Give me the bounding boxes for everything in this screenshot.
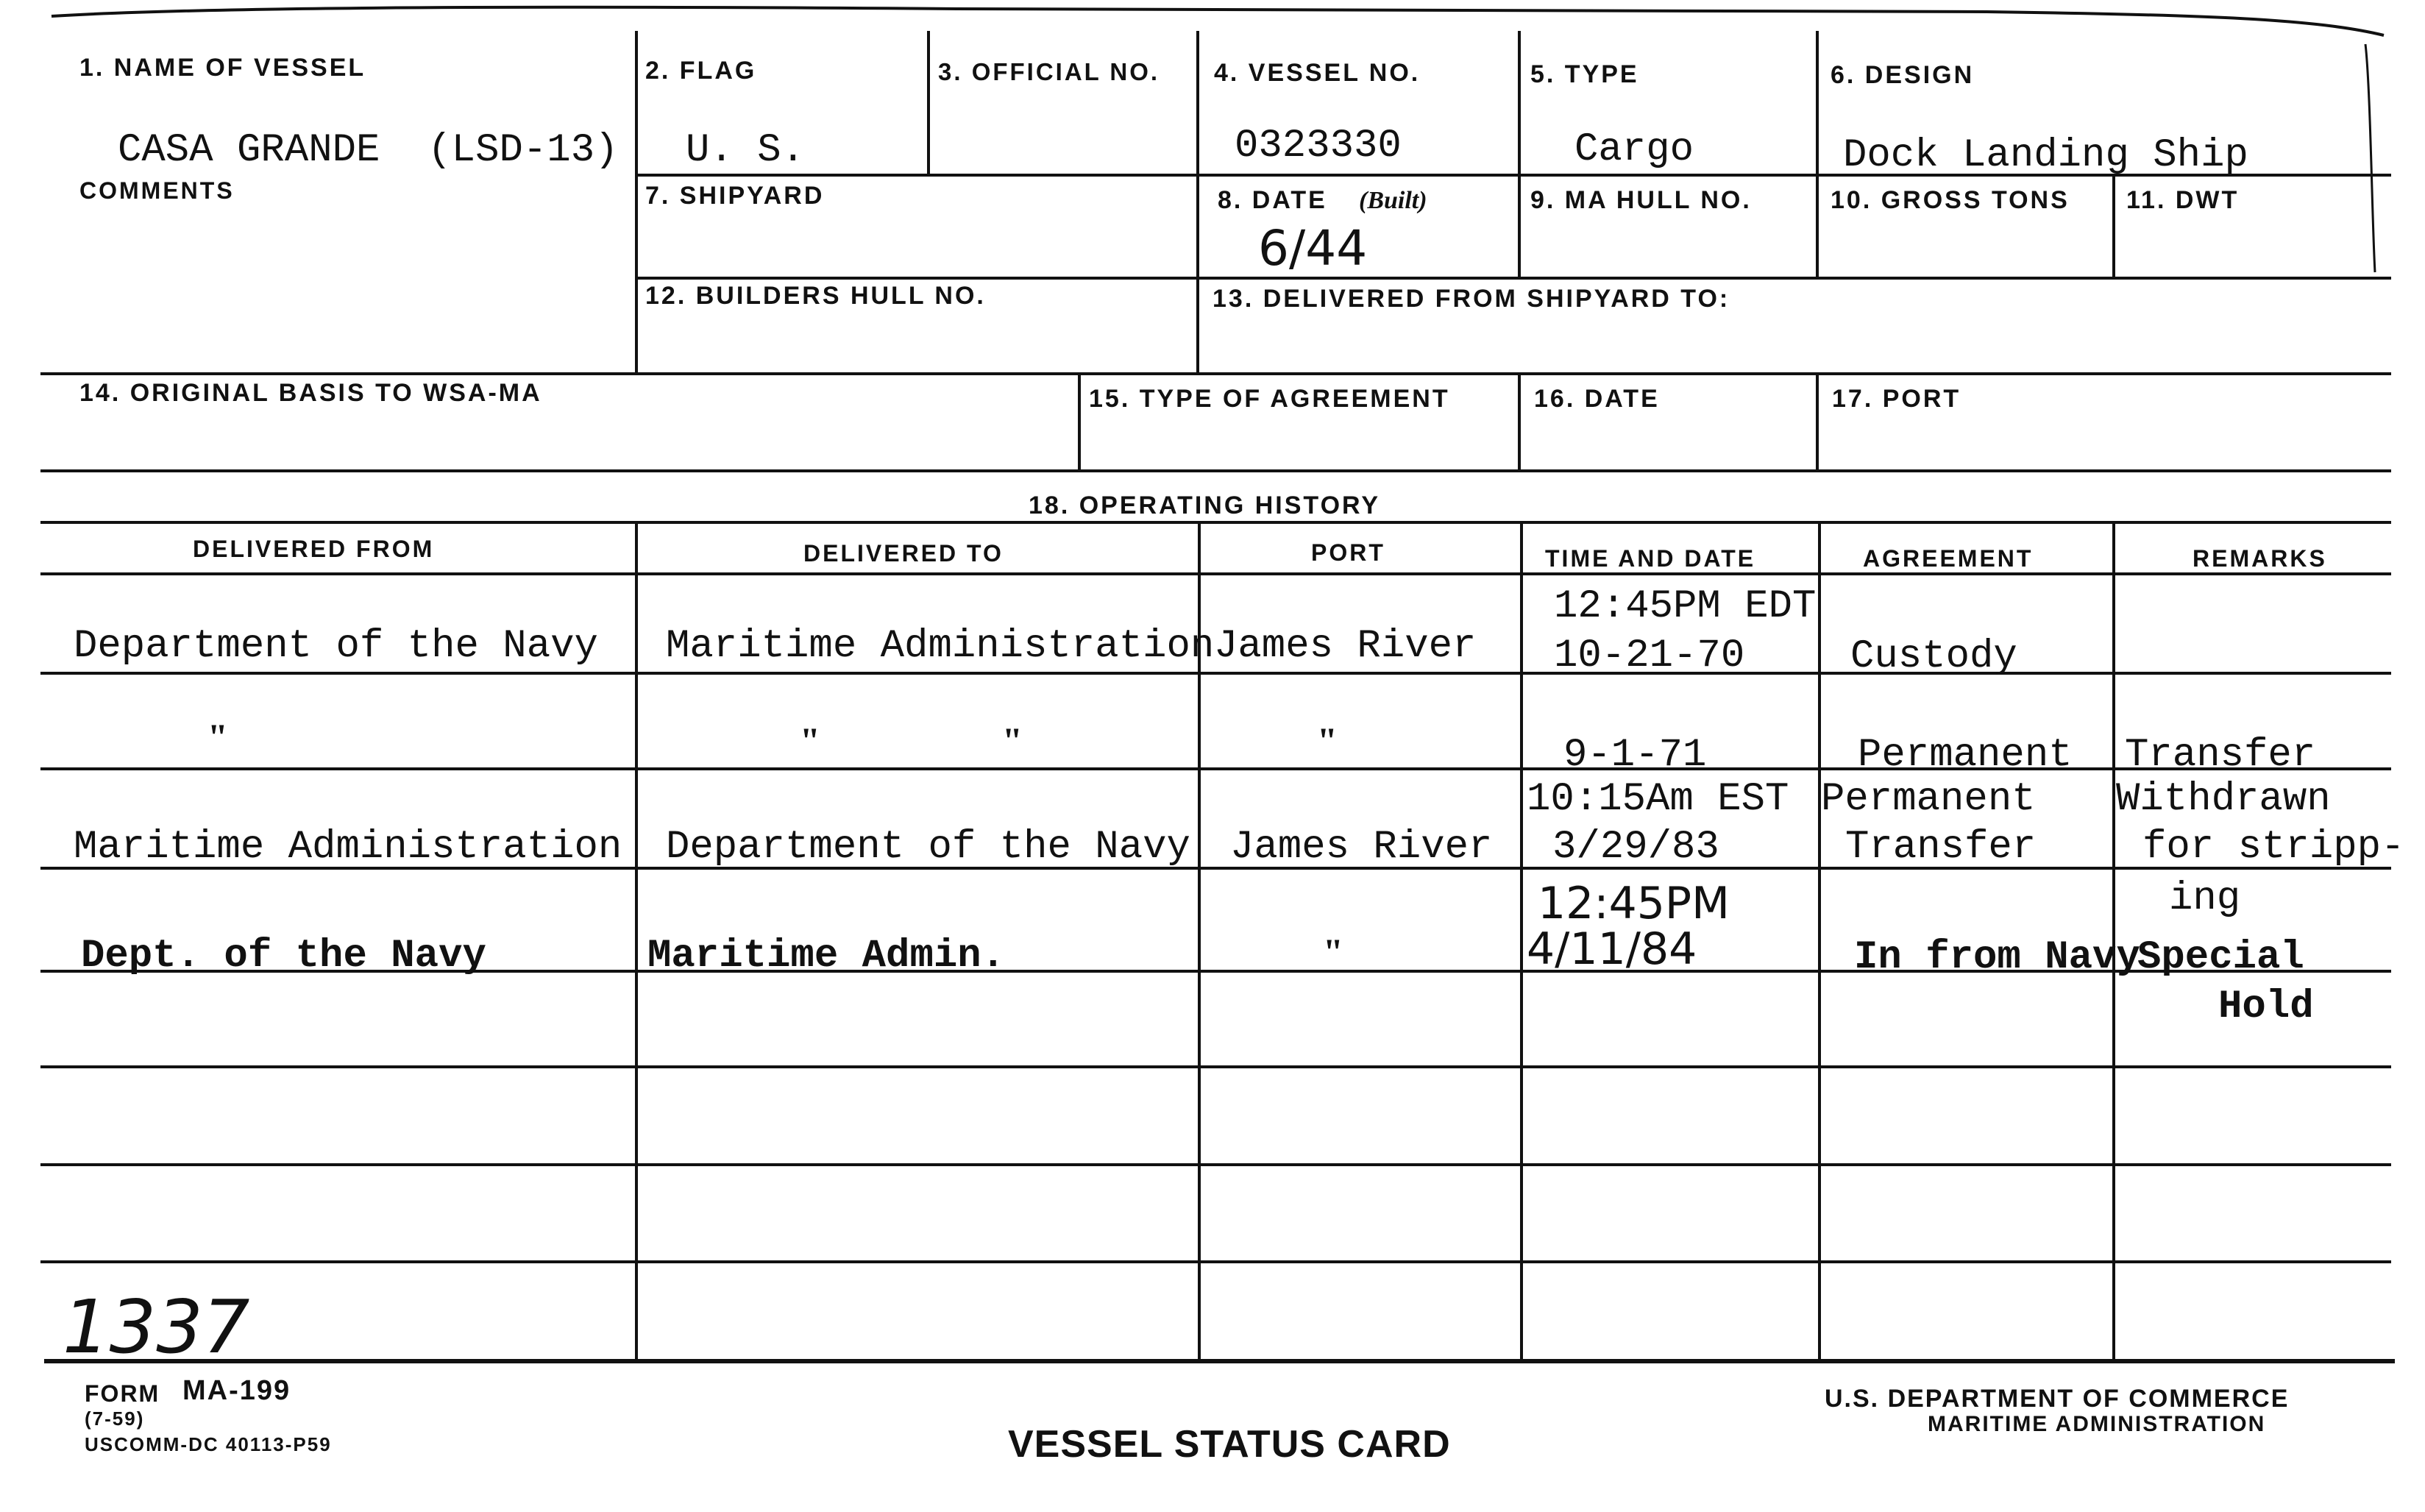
row3-remarks-line2: for stripp-	[2142, 825, 2405, 870]
footer-form-no: MA-199	[182, 1375, 291, 1406]
row3-time: 10:15Am EST	[1527, 777, 1789, 822]
footer-dept-line2: MARITIME ADMINISTRATION	[1928, 1412, 2266, 1436]
row3-remarks-line1: Withdrawn	[2116, 777, 2331, 822]
label-date: 16. DATE	[1534, 385, 1660, 413]
row4-port-ditto: "	[1323, 931, 1343, 972]
label-official-no: 3. OFFICIAL NO.	[938, 58, 1160, 85]
label-builders-hull-no: 12. BUILDERS HULL NO.	[645, 282, 986, 310]
row3-date: 3/29/83	[1552, 825, 1719, 870]
label-type-of-agreement: 15. TYPE OF AGREEMENT	[1089, 385, 1450, 413]
row3-agreement-line2: Transfer	[1845, 825, 2037, 870]
row4-delivered-to: Maritime Admin.	[647, 934, 1006, 979]
row3-delivered-from: Maritime Administration	[74, 825, 622, 870]
label-comments: COMMENTS	[79, 177, 235, 204]
label-design: 6. DESIGN	[1831, 61, 1975, 89]
row4-time: 12:45PM	[1538, 878, 1730, 929]
row4-delivered-from: Dept. of the Navy	[81, 934, 486, 979]
history-row-4	[81, 878, 2314, 1029]
row2-remarks: Transfer	[2125, 733, 2316, 778]
label-date-built: 8. DATE	[1218, 186, 1327, 214]
history-row-3	[74, 777, 2404, 921]
label-gross-tons: 10. GROSS TONS	[1831, 186, 2070, 214]
row1-time: 12:45PM EDT	[1554, 584, 1817, 629]
col-delivered-to: DELIVERED TO	[803, 540, 1004, 567]
row3-agreement-line1: Permanent	[1821, 777, 2036, 822]
col-agreement: AGREEMENT	[1863, 545, 2034, 572]
label-flag: 2. FLAG	[645, 57, 757, 85]
value-type: Cargo	[1574, 127, 1694, 172]
row4-date: 4/11/84	[1527, 923, 1697, 975]
col-time-and-date: TIME AND DATE	[1545, 545, 1756, 572]
footer	[85, 1375, 2289, 1466]
col-delivered-from: DELIVERED FROM	[193, 536, 435, 562]
label-vessel-no: 4. VESSEL NO.	[1214, 59, 1421, 87]
operating-history-title: 18. OPERATING HISTORY	[1029, 491, 1381, 519]
footer-form-prefix: FORM	[85, 1380, 160, 1407]
value-vessel-no: 0323330	[1235, 124, 1402, 168]
footer-dept-line1: U.S. DEPARTMENT OF COMMERCE	[1825, 1385, 2290, 1413]
col-remarks: REMARKS	[2193, 545, 2327, 572]
row2-delivered-to-ditto-b: "	[1002, 720, 1023, 761]
value-design: Dock Landing Ship	[1843, 133, 2248, 178]
footer-title: VESSEL STATUS CARD	[1008, 1423, 1451, 1466]
footer-uscomm: USCOMM-DC 40113-P59	[85, 1433, 332, 1455]
label-type: 5. TYPE	[1530, 60, 1639, 88]
row3-remarks-line3: ing	[2169, 876, 2241, 921]
row1-port: James River	[1214, 624, 1477, 669]
row4-agreement: In from Navy	[1854, 935, 2140, 980]
row4-remarks-line2: Hold	[2218, 984, 2314, 1029]
row4-remarks-line1: Special	[2137, 935, 2304, 980]
label-ma-hull-no: 9. MA HULL NO.	[1530, 186, 1752, 214]
handwritten-number: 1337	[63, 1284, 250, 1370]
row1-agreement: Custody	[1850, 634, 2017, 679]
row2-port-ditto: "	[1317, 720, 1338, 761]
card-top-edge	[52, 7, 2384, 35]
label-dwt: 11. DWT	[2126, 186, 2240, 214]
row2-date: 9-1-71	[1563, 733, 1707, 778]
label-original-basis: 14. ORIGINAL BASIS TO WSA-MA	[79, 379, 542, 407]
label-name-of-vessel: 1. NAME OF VESSEL	[79, 54, 366, 82]
value-flag: U. S.	[686, 128, 806, 173]
row1-delivered-to: Maritime Administration	[666, 624, 1215, 669]
row2-delivered-from-ditto: "	[207, 716, 228, 757]
row3-port: James River	[1230, 825, 1493, 870]
label-date-built-note: (Built)	[1359, 187, 1427, 214]
label-shipyard: 7. SHIPYARD	[645, 182, 825, 210]
row2-agreement: Permanent	[1858, 733, 2073, 778]
row3-delivered-to: Department of the Navy	[666, 825, 1190, 870]
row1-delivered-from: Department of the Navy	[74, 624, 598, 669]
label-delivered-from-shipyard: 13. DELIVERED FROM SHIPYARD TO:	[1212, 285, 1730, 313]
footer-form-date: (7-59)	[85, 1408, 145, 1430]
value-name-of-vessel: CASA GRANDE (LSD-13)	[118, 128, 619, 173]
row2-delivered-to-ditto-a: "	[800, 720, 820, 761]
label-port: 17. PORT	[1832, 385, 1961, 413]
form-grid	[40, 31, 2395, 1361]
value-date-built: 6/44	[1258, 220, 1368, 277]
row1-date: 10-21-70	[1554, 633, 1745, 678]
col-port: PORT	[1311, 539, 1385, 566]
history-row-1	[74, 584, 2017, 679]
